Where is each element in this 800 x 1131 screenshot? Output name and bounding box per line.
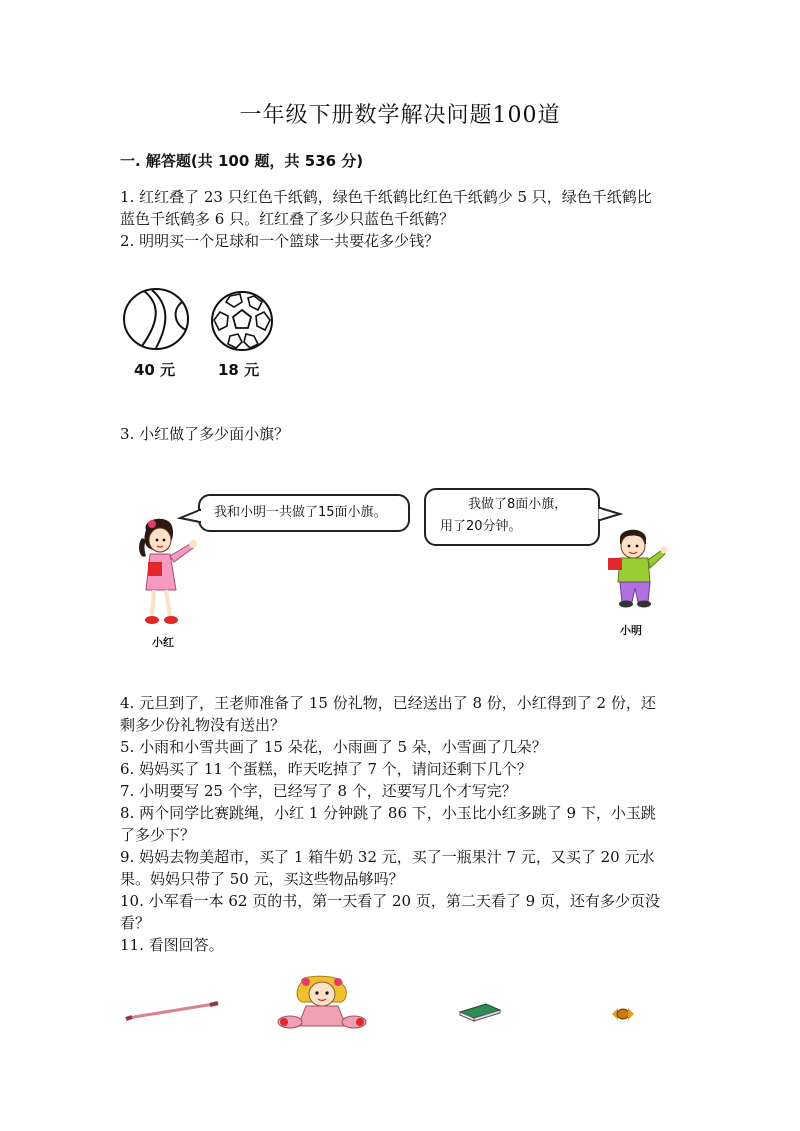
eraser-icon (456, 1002, 502, 1022)
question-4-line-1: 4. 元旦到了，王老师准备了 15 份礼物，已经送出了 8 份，小红得到了 2 份，还 (120, 694, 656, 712)
question-5: 5. 小雨和小雪共画了 15 朵花，小雨画了 5 朵，小雪画了几朵？ (120, 738, 547, 756)
question-9 (120, 846, 690, 890)
question-8-line-2: 了多少下？ (120, 826, 196, 844)
basketball-price: 40 元 (134, 361, 176, 379)
girl-xiaohong-illustration (138, 516, 210, 628)
jump-rope-icon (124, 1000, 220, 1022)
question-8 (120, 802, 690, 846)
question-9-line-2: 果。妈妈只带了 50 元，买这些物品够吗？ (120, 870, 404, 888)
doll-icon (276, 976, 368, 1034)
basketball-icon (122, 288, 192, 352)
question-9-line-1: 9. 妈妈去物美超市，买了 1 箱牛奶 32 元，买了一瓶果汁 7 元，又买了 20 元水 (120, 848, 655, 866)
question-10 (120, 890, 690, 934)
question-11: 11. 看图回答。 (120, 936, 224, 954)
left-speech-bubble (198, 494, 410, 532)
question-4 (120, 692, 690, 736)
girl-name-label: 小红 (152, 636, 174, 649)
football-icon (210, 290, 274, 352)
question-10-line-2: 看？ (120, 914, 151, 932)
question-1 (120, 186, 690, 230)
question-1-line-1: 1. 红红叠了 23 只红色千纸鹤，绿色千纸鹤比红色千纸鹤少 5 只，绿色千纸鹤比 (120, 188, 652, 206)
football-price: 18 元 (218, 361, 260, 379)
right-bubble-tail (598, 508, 620, 522)
page-title: 一年级下册数学解决问题100道 (239, 103, 561, 128)
left-speech-text: 我和小明一共做了15面小旗。 (214, 505, 387, 520)
right-speech-line-2: 用了20分钟。 (440, 519, 522, 534)
question-1-line-2: 蓝色千纸鹤多 6 只。红红叠了多少只蓝色千纸鹤？ (120, 210, 455, 228)
question-4-line-2: 剩多少份礼物没有送出？ (120, 716, 286, 734)
question-8-line-1: 8. 两个同学比赛跳绳，小红 1 分钟跳了 86 下，小玉比小红多跳了 9 下，小玉跳 (120, 804, 656, 822)
question-10-line-1: 10. 小军看一本 62 页的书，第一天看了 20 页，第二天看了 9 页，还有多少页没 (120, 892, 660, 910)
question-2: 2. 明明买一个足球和一个篮球一共要花多少钱？ (120, 232, 440, 250)
candy-icon (610, 1004, 636, 1024)
section-title: 一. 解答题(共 100 题，共 536 分) (120, 152, 364, 170)
boy-xiaoming-illustration (602, 528, 670, 608)
question-6: 6. 妈妈买了 11 个蛋糕，昨天吃掉了 7 个，请问还剩下几个？ (120, 760, 532, 778)
question-7: 7. 小明要写 25 个字，已经写了 8 个，还要写几个才写完？ (120, 782, 517, 800)
boy-name-label: 小明 (620, 624, 642, 637)
right-speech-line-1: 我做了8面小旗， (468, 497, 568, 512)
right-speech-bubble (424, 488, 600, 546)
question-3: 3. 小红做了多少面小旗？ (120, 425, 290, 443)
